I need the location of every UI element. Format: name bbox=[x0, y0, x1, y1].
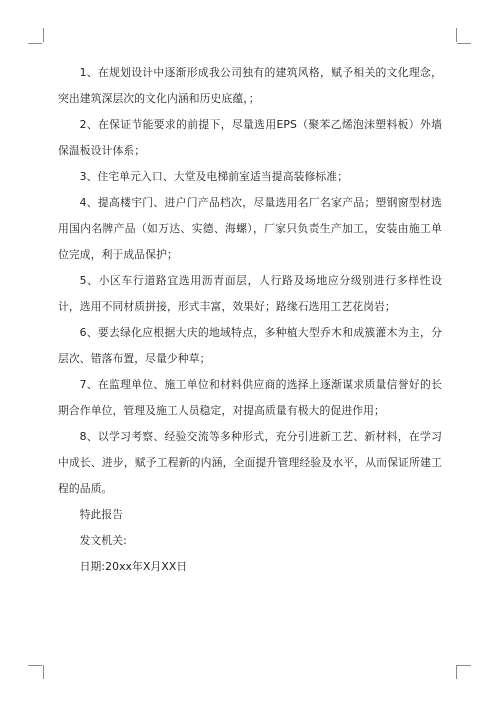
paragraph-5: 5、小区车行道路宜选用沥青面层，人行路及场地应分级别进行多样性设计，选用不同材质拼接，形式丰富，效果好；路缘石选用工艺花岗岩； bbox=[58, 274, 442, 313]
paragraph-3: 3、住宅单元入口、大堂及电梯前室适当提高装修标准； bbox=[79, 170, 349, 183]
top-left-crop-mark bbox=[28, 28, 44, 44]
issuing-authority-line: 发文机关: bbox=[79, 534, 127, 547]
date-line: 日期:20xx年X月XX日 bbox=[79, 560, 188, 573]
bottom-right-crop-mark bbox=[456, 665, 472, 681]
paragraph-6: 6、要去绿化应根据大庆的地域特点，多种植大型乔木和成簇灌木为主，分层次、错落布置，尽量少种草； bbox=[58, 326, 442, 365]
top-right-crop-mark bbox=[456, 28, 472, 44]
bottom-left-crop-mark bbox=[28, 665, 44, 681]
paragraph-7: 7、在监理单位、施工单位和材料供应商的选择上逐渐谋求质量信誉好的长期合作单位，管理及施工人员稳定，对提高质量有极大的促进作用； bbox=[58, 378, 442, 417]
paragraph-2: 2、在保证节能要求的前提下，尽量选用EPS（聚苯乙烯泡沫塑料板）外墙保温板设计体系； bbox=[58, 118, 442, 157]
paragraph-4: 4、提高楼宇门、进户门产品档次，尽量选用名厂名家产品；塑钢窗型材选用国内名牌产品（如万达、实德、海螺），厂家只负责生产加工，安装由施工单位完成，利于成品保护； bbox=[58, 196, 442, 261]
closing-report-line: 特此报告 bbox=[79, 508, 124, 521]
document-body bbox=[58, 60, 442, 580]
paragraph-1: 1、在规划设计中逐渐形成我公司独有的建筑风格，赋予相关的文化理念，突出建筑深层次的文化内涵和历史底蕴，； bbox=[58, 66, 442, 105]
paragraph-8: 8、以学习考察、经验交流等多种形式，充分引进新工艺、新材料，在学习中成长、进步，赋予工程新的内涵，全面提升管理经验及水平，从而保证所建工程的品质。 bbox=[58, 430, 442, 495]
